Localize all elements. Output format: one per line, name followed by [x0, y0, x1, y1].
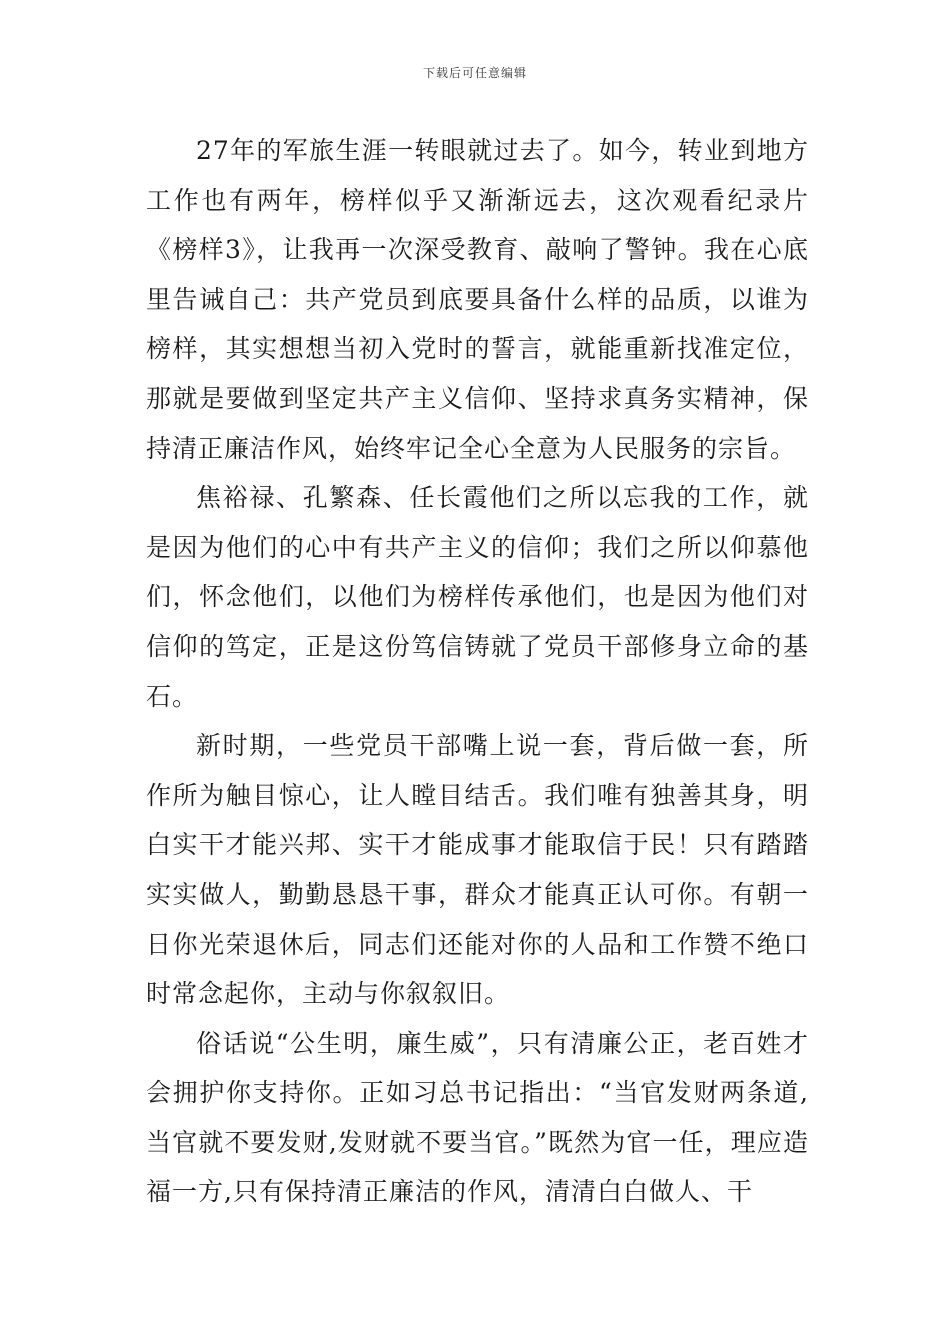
- document-body: [146, 126, 809, 1217]
- paragraph-4: 俗话说“公生明，廉生威”，只有清廉公正，老百姓才会拥护你支持你。正如习总书记指出：“当官发财两条道,当官就不要发财,发财就不要当官。”既然为官一任，理应造福一方,只有保持清正廉洁的作风，清清白白做人、干: [146, 1028, 809, 1207]
- paragraph-1: 27年的军旅生涯一转眼就过去了。如今，转业到地方工作也有两年，榜样似乎又渐渐远去，这次观看纪录片《榜样3》，让我再一次深受教育、敲响了警钟。我在心底里告诫自己：共产党员到底要具备什么样的品质，以谁为榜样，其实想想当初入党时的誓言，就能重新找准定位，那就是要做到坚定共产主义信仰、坚持求真务实精神，保持清正廉洁作风，始终牢记全心全意为人民服务的宗旨。: [146, 136, 809, 463]
- paragraph-3: 新时期，一些党员干部嘴上说一套，背后做一套，所作所为触目惊心，让人瞠目结舌。我们唯有独善其身，明白实干才能兴邦、实干才能成事才能取信于民！只有踏踏实实做人，勤勤恳恳干事，群众才能真正认可你。有朝一日你光荣退休后，同志们还能对你的人品和工作赞不绝口时常念起你，主动与你叙叙旧。: [146, 731, 809, 1009]
- page-header: 下载后可任意编辑: [422, 66, 527, 80]
- paragraph-2: 焦裕禄、孔繁森、任长霞他们之所以忘我的工作，就是因为他们的心中有共产主义的信仰；我们之所以仰慕他们，怀念他们，以他们为榜样传承他们，也是因为他们对信仰的笃定，正是这份笃信铸就了党员干部修身立命的基石。: [146, 483, 809, 711]
